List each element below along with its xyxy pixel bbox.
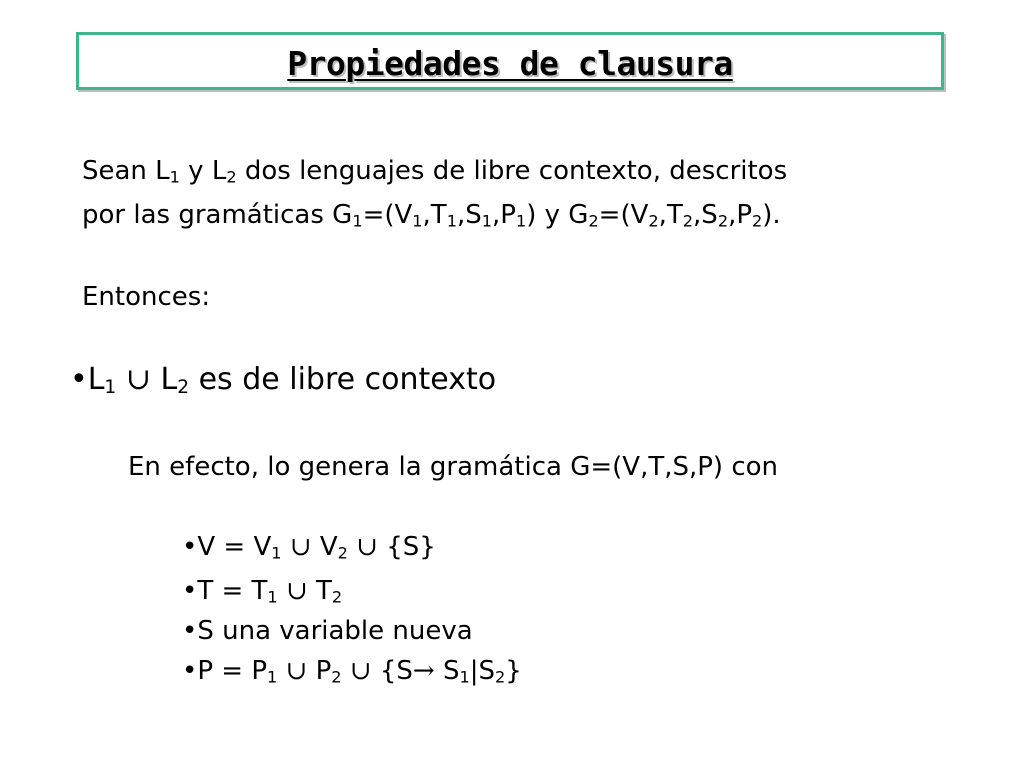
subscript: 2 (717, 211, 729, 231)
subscript: 2 (588, 211, 599, 231)
union-symbol: ∪ (289, 532, 312, 562)
subscript: 2 (752, 211, 763, 231)
union-symbol: ∪ (125, 362, 151, 397)
text: =(V (598, 200, 649, 230)
subscript: 1 (271, 543, 282, 563)
text: y L (179, 156, 227, 186)
subscript: 2 (331, 667, 342, 687)
subscript: 2 (226, 167, 237, 187)
text: ,T (422, 200, 447, 230)
text: dos lenguajes de libre contexto, descritos (236, 156, 788, 186)
claim-line (70, 362, 496, 397)
bullet: • (182, 576, 198, 606)
union-symbol: ∪ (349, 656, 372, 686)
intro-line-2 (82, 200, 781, 230)
text: ,S (693, 200, 718, 230)
bullet: • (182, 656, 198, 686)
item-v (182, 532, 436, 562)
text: {S (379, 656, 413, 686)
text: ,S (456, 200, 482, 230)
subscript: 1 (412, 211, 423, 231)
subscript: 2 (495, 667, 506, 687)
text: V = V (197, 532, 272, 562)
item-s (182, 616, 473, 646)
bullet: • (182, 532, 198, 562)
text: ,T (658, 200, 683, 230)
text: } (505, 656, 522, 686)
subscript: 1 (446, 211, 457, 231)
text: P (315, 656, 332, 686)
subscript: 1 (169, 167, 180, 187)
text: ). (762, 200, 781, 230)
text: T = T (197, 576, 268, 606)
subscript: 1 (352, 211, 363, 231)
text: T (316, 576, 332, 606)
intro-line-1 (82, 156, 787, 186)
subscript: 1 (267, 587, 278, 607)
subscript: 1 (481, 211, 492, 231)
text: por las gramáticas G (82, 200, 353, 230)
text: Sean L (82, 156, 170, 186)
subscript: 1 (515, 211, 527, 231)
item-p (182, 656, 522, 686)
proof-intro: En efecto, lo genera la gramática G=(V,T,S,P) con (128, 452, 779, 482)
union-symbol: ∪ (356, 532, 378, 562)
text: S una variable nueva (197, 616, 473, 646)
text: {S} (386, 532, 436, 562)
text: P = P (197, 656, 268, 686)
text: L (87, 362, 105, 397)
subscript: 2 (682, 211, 694, 231)
text: ,P (728, 200, 753, 230)
subscript: 1 (104, 377, 117, 399)
title-box (76, 32, 944, 90)
item-t (182, 576, 342, 606)
subscript: 2 (177, 377, 190, 399)
subscript: 2 (337, 543, 348, 563)
text: ,P (491, 200, 516, 230)
text: ) y G (526, 200, 589, 230)
subscript: 2 (648, 211, 659, 231)
text: S (442, 656, 460, 686)
text: =(V (362, 200, 413, 230)
text: L (160, 362, 178, 397)
arrow-icon: → (412, 656, 435, 686)
bullet: • (70, 362, 88, 397)
slide-title: Propiedades de clausura (287, 43, 733, 83)
subscript: 1 (459, 667, 470, 687)
text: |S (469, 656, 495, 686)
text: V (319, 532, 338, 562)
text: es de libre contexto (189, 362, 497, 397)
entonces-label: Entonces: (82, 282, 211, 312)
bullet: • (182, 616, 198, 646)
subscript: 2 (331, 587, 343, 607)
union-symbol: ∪ (285, 656, 308, 686)
union-symbol: ∪ (285, 576, 308, 606)
subscript: 1 (267, 667, 278, 687)
